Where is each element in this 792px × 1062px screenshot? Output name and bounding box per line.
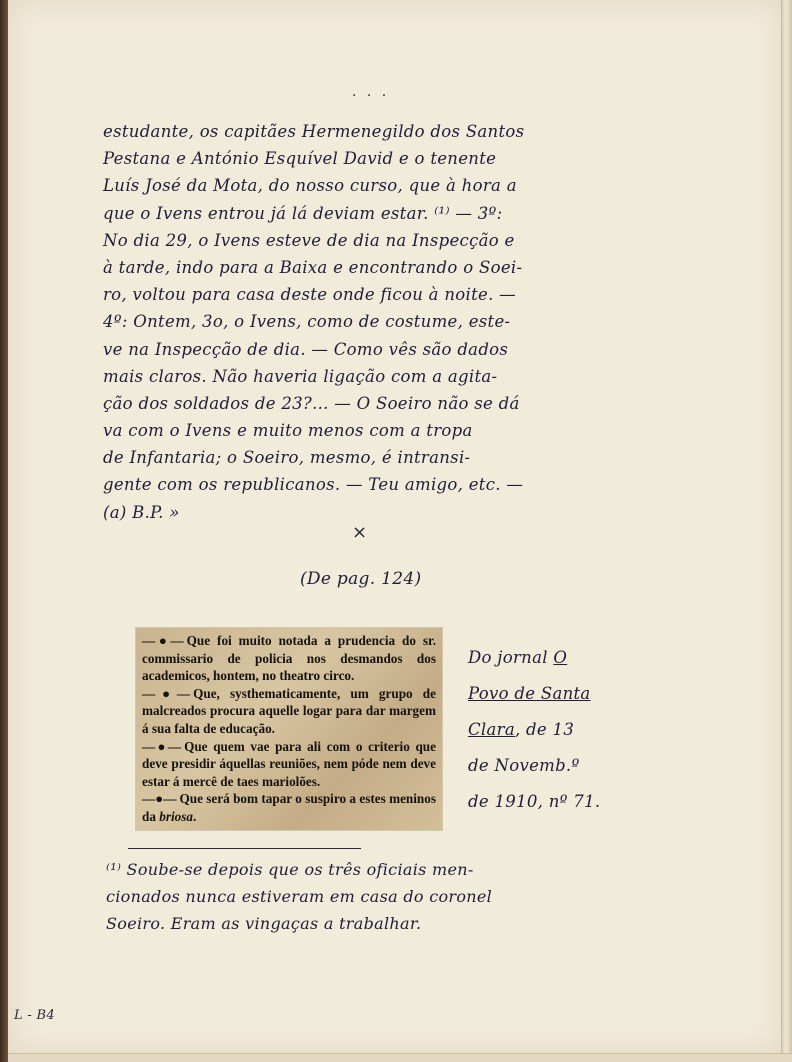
clipping-item [136, 790, 442, 825]
letter-body [103, 118, 623, 526]
clipping-item-text: Que será bom tapar o suspiro a estes meninos da briosa. [142, 791, 436, 824]
body-line: ro, voltou para casa deste onde ficou à noite. — [103, 285, 516, 305]
newspaper-title-part: O [553, 648, 568, 667]
bullet-icon: —●— [142, 685, 191, 701]
footnote-line: cionados nunca estiveram em casa do coronel [106, 887, 493, 906]
page-marker: L - B4 [14, 1008, 55, 1023]
newspaper-clipping [136, 628, 442, 830]
source-line: de Novemb.º [468, 756, 580, 775]
body-line: Luís José da Mota, do nosso curso, que à hora a [103, 176, 517, 196]
bullet-icon: —●— [142, 791, 177, 807]
section-separator: × [352, 522, 368, 543]
body-line: à tarde, indo para a Baixa e encontrando o Soei- [103, 257, 523, 277]
clipping-item-text: Que foi muito notada a prudencia do sr. commissario de policia nos desmandos dos academicos, hontem, no theatro circo. [142, 633, 436, 684]
clipping-item [136, 632, 442, 685]
body-line: gente com os republicanos. — Teu amigo, etc. — [103, 475, 524, 495]
footnote-line: ⁽¹⁾ Soube-se depois que os três oficiais men- [106, 860, 474, 879]
clipping-item-text: Que quem vae para ali com o criterio que deve presidir áquellas reuniões, nem póde nem deve estar á mercê de taes mariolões. [142, 738, 436, 789]
clipping-item-text: Que, systhematicamente, um grupo de malcreados procura aquelle logar para dar margem á sua falta de educação. [142, 685, 436, 736]
body-line: No dia 29, o Ivens esteve de dia na Inspecção e [103, 230, 515, 250]
footnote-line: Soeiro. Eram as vingaças a trabalhar. [106, 914, 422, 933]
source-line: de 1910, nº 71. [468, 792, 601, 811]
source-note [468, 640, 618, 820]
body-line: mais claros. Não haveria ligação com a agita- [103, 366, 498, 386]
source-prefix: Do jornal [468, 648, 554, 667]
book-spine [0, 0, 8, 1062]
page-edge-right [781, 0, 792, 1062]
source-date-part: , de 13 [514, 720, 575, 739]
body-line: va com o Ivens e muito menos com a tropa [103, 421, 473, 441]
body-line: (a) B.P. » [103, 502, 180, 522]
bullet-icon: —●— [142, 738, 182, 754]
body-line: ção dos soldados de 23?... — O Soeiro não se dá [103, 393, 520, 413]
body-line: de Infantaria; o Soeiro, mesmo, é intransi- [103, 448, 471, 468]
body-line: ve na Inspecção de dia. — Como vês são dados [103, 339, 509, 359]
body-line: que o Ivens entrou já lá deviam estar. ⁽¹⁾ — 3º: [103, 203, 503, 223]
footnote-rule [128, 848, 361, 849]
body-line: estudante, os capitães Hermenegildo dos Santos [103, 122, 525, 141]
clipping-item [136, 738, 442, 791]
source-line [468, 676, 618, 712]
newspaper-title-part: Povo de Santa [468, 684, 591, 703]
bullet-icon: —●— [142, 633, 184, 648]
clipping-item [136, 685, 442, 738]
source-line [468, 712, 618, 748]
top-ellipsis: . . . [352, 84, 390, 100]
page-reference: (De pag. 124) [300, 569, 422, 589]
footnote [106, 856, 616, 937]
source-line [468, 640, 618, 676]
newspaper-title-part: Clara [468, 720, 515, 739]
body-line: Pestana e António Esquível David e o tenente [103, 149, 497, 169]
body-line: 4º: Ontem, 3o, o Ivens, como de costume, este- [103, 312, 511, 332]
page-edge-bottom [8, 1053, 792, 1062]
